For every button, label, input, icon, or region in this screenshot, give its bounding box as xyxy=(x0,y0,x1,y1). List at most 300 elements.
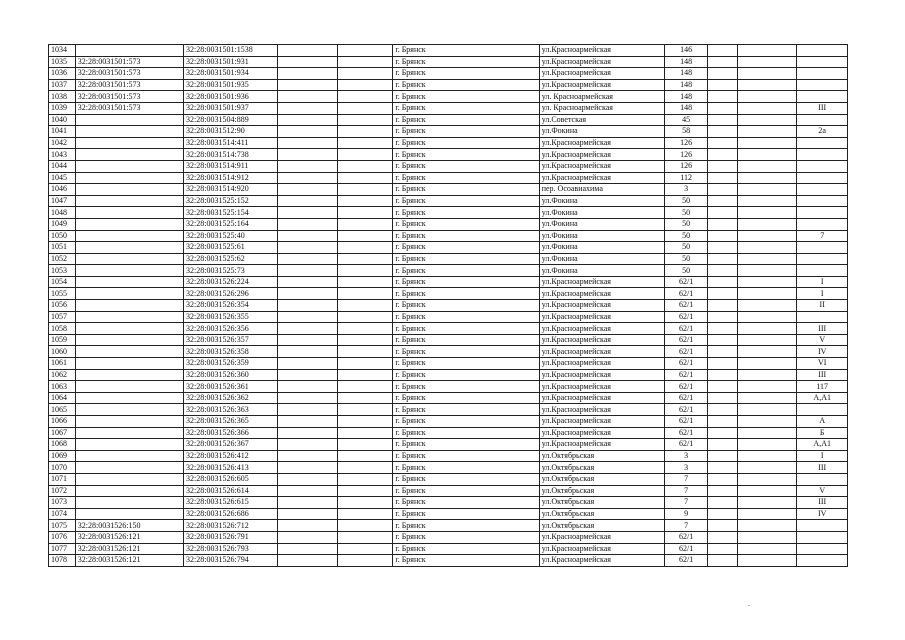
table-row xyxy=(49,555,848,567)
empty-cell xyxy=(337,543,393,555)
premises-number-cell xyxy=(797,68,848,80)
city-cell: г. Брянск xyxy=(393,172,539,184)
empty-cell xyxy=(337,323,393,335)
table-row xyxy=(49,346,848,358)
empty-cell xyxy=(737,392,797,404)
empty-cell xyxy=(737,311,797,323)
empty-cell xyxy=(337,427,393,439)
empty-cell xyxy=(707,392,737,404)
table-row xyxy=(49,462,848,474)
house-number-cell: 62/1 xyxy=(665,288,707,300)
city-cell: г. Брянск xyxy=(393,427,539,439)
house-number-cell: 146 xyxy=(665,45,707,57)
register-table-body xyxy=(49,45,848,567)
street-cell: ул.Советская xyxy=(539,114,665,126)
empty-cell xyxy=(337,497,393,509)
empty-cell xyxy=(277,207,337,219)
empty-cell xyxy=(337,242,393,254)
table-row xyxy=(49,427,848,439)
empty-cell xyxy=(277,334,337,346)
street-cell: ул.Красноармейская xyxy=(539,427,665,439)
cadastral-number-cell: 32:28:0031501:935 xyxy=(184,79,278,91)
street-cell: ул.Октябрьская xyxy=(539,485,665,497)
cadastral-number-cell: 32:28:0031501:931 xyxy=(184,56,278,68)
row-number-cell: 1047 xyxy=(49,195,76,207)
empty-cell xyxy=(277,473,337,485)
street-cell: ул.Красноармейская xyxy=(539,416,665,428)
parent-cadastral-number-cell xyxy=(75,184,183,196)
empty-cell xyxy=(707,369,737,381)
house-number-cell: 50 xyxy=(665,207,707,219)
table-row xyxy=(49,508,848,520)
table-row xyxy=(49,230,848,242)
cadastral-number-cell: 32:28:0031526:614 xyxy=(184,485,278,497)
empty-cell xyxy=(737,149,797,161)
row-number-cell: 1062 xyxy=(49,369,76,381)
empty-cell xyxy=(707,346,737,358)
table-row xyxy=(49,288,848,300)
empty-cell xyxy=(277,427,337,439)
premises-number-cell: III xyxy=(797,323,848,335)
empty-cell xyxy=(707,149,737,161)
city-cell: г. Брянск xyxy=(393,68,539,80)
cadastral-number-cell: 32:28:0031526:794 xyxy=(184,555,278,567)
table-row xyxy=(49,160,848,172)
street-cell: ул.Красноармейская xyxy=(539,381,665,393)
table-row xyxy=(49,91,848,103)
empty-cell xyxy=(707,265,737,277)
parent-cadastral-number-cell xyxy=(75,323,183,335)
city-cell: г. Брянск xyxy=(393,218,539,230)
house-number-cell: 62/1 xyxy=(665,346,707,358)
premises-number-cell xyxy=(797,242,848,254)
table-row xyxy=(49,242,848,254)
empty-cell xyxy=(337,114,393,126)
street-cell: ул.Красноармейская xyxy=(539,56,665,68)
table-row xyxy=(49,56,848,68)
empty-cell xyxy=(277,68,337,80)
house-number-cell: 62/1 xyxy=(665,543,707,555)
city-cell: г. Брянск xyxy=(393,439,539,451)
house-number-cell: 7 xyxy=(665,497,707,509)
empty-cell xyxy=(707,195,737,207)
city-cell: г. Брянск xyxy=(393,137,539,149)
street-cell: ул.Красноармейская xyxy=(539,172,665,184)
house-number-cell: 62/1 xyxy=(665,555,707,567)
empty-cell xyxy=(277,543,337,555)
street-cell: ул.Октябрьская xyxy=(539,520,665,532)
cadastral-number-cell: 32:28:0031512:90 xyxy=(184,126,278,138)
street-cell: ул.Красноармейская xyxy=(539,323,665,335)
empty-cell xyxy=(707,450,737,462)
city-cell: г. Брянск xyxy=(393,381,539,393)
empty-cell xyxy=(707,323,737,335)
empty-cell xyxy=(337,172,393,184)
empty-cell xyxy=(277,91,337,103)
parent-cadastral-number-cell xyxy=(75,207,183,219)
row-number-cell: 1069 xyxy=(49,450,76,462)
table-row xyxy=(49,404,848,416)
city-cell: г. Брянск xyxy=(393,555,539,567)
city-cell: г. Брянск xyxy=(393,369,539,381)
empty-cell xyxy=(737,253,797,265)
empty-cell xyxy=(707,68,737,80)
house-number-cell: 7 xyxy=(665,485,707,497)
street-cell: ул.Красноармейская xyxy=(539,346,665,358)
table-row xyxy=(49,416,848,428)
house-number-cell: 62/1 xyxy=(665,276,707,288)
table-row xyxy=(49,473,848,485)
city-cell: г. Брянск xyxy=(393,497,539,509)
row-number-cell: 1070 xyxy=(49,462,76,474)
city-cell: г. Брянск xyxy=(393,543,539,555)
cadastral-number-cell: 32:28:0031514:911 xyxy=(184,160,278,172)
parent-cadastral-number-cell xyxy=(75,450,183,462)
table-row xyxy=(49,520,848,532)
empty-cell xyxy=(707,404,737,416)
row-number-cell: 1071 xyxy=(49,473,76,485)
empty-cell xyxy=(737,265,797,277)
premises-number-cell: Б xyxy=(797,427,848,439)
empty-cell xyxy=(707,207,737,219)
cadastral-number-cell: 32:28:0031525:61 xyxy=(184,242,278,254)
house-number-cell: 7 xyxy=(665,473,707,485)
row-number-cell: 1061 xyxy=(49,358,76,370)
empty-cell xyxy=(737,381,797,393)
city-cell: г. Брянск xyxy=(393,288,539,300)
empty-cell xyxy=(337,531,393,543)
cadastral-number-cell: 32:28:0031526:686 xyxy=(184,508,278,520)
table-row xyxy=(49,543,848,555)
empty-cell xyxy=(337,369,393,381)
row-number-cell: 1038 xyxy=(49,91,76,103)
parent-cadastral-number-cell: 32:28:0031526:121 xyxy=(75,555,183,567)
empty-cell xyxy=(337,230,393,242)
empty-cell xyxy=(707,288,737,300)
city-cell: г. Брянск xyxy=(393,300,539,312)
premises-number-cell: 117 xyxy=(797,381,848,393)
city-cell: г. Брянск xyxy=(393,149,539,161)
city-cell: г. Брянск xyxy=(393,276,539,288)
city-cell: г. Брянск xyxy=(393,531,539,543)
cadastral-number-cell: 32:28:0031514:738 xyxy=(184,149,278,161)
table-row xyxy=(49,195,848,207)
empty-cell xyxy=(707,230,737,242)
parent-cadastral-number-cell xyxy=(75,160,183,172)
table-row xyxy=(49,45,848,57)
street-cell: ул.Красноармейская xyxy=(539,392,665,404)
empty-cell xyxy=(337,485,393,497)
row-number-cell: 1036 xyxy=(49,68,76,80)
empty-cell xyxy=(337,462,393,474)
street-cell: ул.Красноармейская xyxy=(539,149,665,161)
city-cell: г. Брянск xyxy=(393,404,539,416)
property-register-table xyxy=(48,44,848,567)
empty-cell xyxy=(337,160,393,172)
cadastral-number-cell: 32:28:0031526:355 xyxy=(184,311,278,323)
empty-cell xyxy=(707,172,737,184)
empty-cell xyxy=(707,102,737,114)
row-number-cell: 1045 xyxy=(49,172,76,184)
premises-number-cell: III xyxy=(797,369,848,381)
house-number-cell: 3 xyxy=(665,184,707,196)
premises-number-cell: 2а xyxy=(797,126,848,138)
empty-cell xyxy=(737,102,797,114)
empty-cell xyxy=(337,276,393,288)
premises-number-cell xyxy=(797,79,848,91)
city-cell: г. Брянск xyxy=(393,195,539,207)
empty-cell xyxy=(707,45,737,57)
cadastral-number-cell: 32:28:0031525:73 xyxy=(184,265,278,277)
premises-number-cell: V xyxy=(797,334,848,346)
city-cell: г. Брянск xyxy=(393,358,539,370)
premises-number-cell: I xyxy=(797,450,848,462)
empty-cell xyxy=(337,126,393,138)
premises-number-cell: 7 xyxy=(797,230,848,242)
house-number-cell: 148 xyxy=(665,102,707,114)
parent-cadastral-number-cell xyxy=(75,462,183,474)
table-row xyxy=(49,392,848,404)
empty-cell xyxy=(277,149,337,161)
table-row xyxy=(49,253,848,265)
premises-number-cell xyxy=(797,195,848,207)
empty-cell xyxy=(707,485,737,497)
parent-cadastral-number-cell xyxy=(75,358,183,370)
house-number-cell: 126 xyxy=(665,160,707,172)
row-number-cell: 1067 xyxy=(49,427,76,439)
house-number-cell: 7 xyxy=(665,520,707,532)
premises-number-cell: IV xyxy=(797,346,848,358)
empty-cell xyxy=(737,114,797,126)
parent-cadastral-number-cell xyxy=(75,497,183,509)
street-cell: ул.Октябрьская xyxy=(539,508,665,520)
empty-cell xyxy=(337,416,393,428)
house-number-cell: 62/1 xyxy=(665,392,707,404)
parent-cadastral-number-cell xyxy=(75,242,183,254)
table-row xyxy=(49,311,848,323)
premises-number-cell: I xyxy=(797,276,848,288)
street-cell: ул.Красноармейская xyxy=(539,311,665,323)
premises-number-cell: II xyxy=(797,300,848,312)
empty-cell xyxy=(737,230,797,242)
parent-cadastral-number-cell xyxy=(75,311,183,323)
street-cell: ул.Красноармейская xyxy=(539,404,665,416)
premises-number-cell xyxy=(797,45,848,57)
empty-cell xyxy=(277,195,337,207)
parent-cadastral-number-cell xyxy=(75,149,183,161)
street-cell: ул.Фокина xyxy=(539,126,665,138)
empty-cell xyxy=(737,485,797,497)
city-cell: г. Брянск xyxy=(393,91,539,103)
cadastral-number-cell: 32:28:0031526:354 xyxy=(184,300,278,312)
city-cell: г. Брянск xyxy=(393,184,539,196)
empty-cell xyxy=(707,300,737,312)
city-cell: г. Брянск xyxy=(393,126,539,138)
table-row xyxy=(49,439,848,451)
cadastral-number-cell: 32:28:0031501:1538 xyxy=(184,45,278,57)
empty-cell xyxy=(707,184,737,196)
cadastral-number-cell: 32:28:0031525:154 xyxy=(184,207,278,219)
cadastral-number-cell: 32:28:0031526:359 xyxy=(184,358,278,370)
empty-cell xyxy=(277,45,337,57)
house-number-cell: 126 xyxy=(665,149,707,161)
parent-cadastral-number-cell: 32:28:0031526:121 xyxy=(75,543,183,555)
empty-cell xyxy=(707,79,737,91)
cadastral-number-cell: 32:28:0031526:224 xyxy=(184,276,278,288)
row-number-cell: 1040 xyxy=(49,114,76,126)
street-cell: ул.Фокина xyxy=(539,242,665,254)
street-cell: ул.Красноармейская xyxy=(539,300,665,312)
empty-cell xyxy=(707,218,737,230)
cadastral-number-cell: 32:28:0031501:937 xyxy=(184,102,278,114)
parent-cadastral-number-cell: 32:28:0031526:121 xyxy=(75,531,183,543)
empty-cell xyxy=(737,91,797,103)
empty-cell xyxy=(277,346,337,358)
empty-cell xyxy=(737,450,797,462)
empty-cell xyxy=(707,334,737,346)
premises-number-cell xyxy=(797,253,848,265)
empty-cell xyxy=(707,416,737,428)
empty-cell xyxy=(277,416,337,428)
premises-number-cell xyxy=(797,91,848,103)
cadastral-number-cell: 32:28:0031526:296 xyxy=(184,288,278,300)
premises-number-cell xyxy=(797,184,848,196)
empty-cell xyxy=(337,91,393,103)
empty-cell xyxy=(277,137,337,149)
cadastral-number-cell: 32:28:0031526:615 xyxy=(184,497,278,509)
row-number-cell: 1058 xyxy=(49,323,76,335)
empty-cell xyxy=(737,195,797,207)
empty-cell xyxy=(277,56,337,68)
table-row xyxy=(49,497,848,509)
house-number-cell: 50 xyxy=(665,242,707,254)
empty-cell xyxy=(277,288,337,300)
table-row xyxy=(49,369,848,381)
parent-cadastral-number-cell xyxy=(75,404,183,416)
empty-cell xyxy=(337,45,393,57)
row-number-cell: 1035 xyxy=(49,56,76,68)
empty-cell xyxy=(737,334,797,346)
house-number-cell: 148 xyxy=(665,79,707,91)
empty-cell xyxy=(737,416,797,428)
parent-cadastral-number-cell xyxy=(75,195,183,207)
empty-cell xyxy=(277,381,337,393)
house-number-cell: 3 xyxy=(665,462,707,474)
empty-cell xyxy=(737,137,797,149)
cadastral-number-cell: 32:28:0031501:934 xyxy=(184,68,278,80)
empty-cell xyxy=(277,102,337,114)
empty-cell xyxy=(737,543,797,555)
row-number-cell: 1037 xyxy=(49,79,76,91)
row-number-cell: 1073 xyxy=(49,497,76,509)
parent-cadastral-number-cell xyxy=(75,439,183,451)
street-cell: ул.Фокина xyxy=(539,207,665,219)
house-number-cell: 62/1 xyxy=(665,334,707,346)
row-number-cell: 1041 xyxy=(49,126,76,138)
premises-number-cell: III xyxy=(797,462,848,474)
cadastral-number-cell: 32:28:0031526:712 xyxy=(184,520,278,532)
cadastral-number-cell: 32:28:0031526:356 xyxy=(184,323,278,335)
cadastral-number-cell: 32:28:0031526:360 xyxy=(184,369,278,381)
street-cell: ул.Красноармейская xyxy=(539,369,665,381)
parent-cadastral-number-cell xyxy=(75,126,183,138)
empty-cell xyxy=(737,497,797,509)
premises-number-cell xyxy=(797,543,848,555)
empty-cell xyxy=(277,230,337,242)
empty-cell xyxy=(337,184,393,196)
premises-number-cell xyxy=(797,404,848,416)
table-row xyxy=(49,323,848,335)
parent-cadastral-number-cell xyxy=(75,137,183,149)
cadastral-number-cell: 32:28:0031514:912 xyxy=(184,172,278,184)
street-cell: ул.Красноармейская xyxy=(539,79,665,91)
premises-number-cell xyxy=(797,172,848,184)
empty-cell xyxy=(707,114,737,126)
street-cell: ул.Красноармейская xyxy=(539,358,665,370)
city-cell: г. Брянск xyxy=(393,462,539,474)
parent-cadastral-number-cell xyxy=(75,334,183,346)
cadastral-number-cell: 32:28:0031526:363 xyxy=(184,404,278,416)
empty-cell xyxy=(707,358,737,370)
empty-cell xyxy=(737,160,797,172)
row-number-cell: 1039 xyxy=(49,102,76,114)
empty-cell xyxy=(277,485,337,497)
row-number-cell: 1072 xyxy=(49,485,76,497)
premises-number-cell xyxy=(797,555,848,567)
house-number-cell: 62/1 xyxy=(665,323,707,335)
empty-cell xyxy=(277,520,337,532)
city-cell: г. Брянск xyxy=(393,102,539,114)
empty-cell xyxy=(337,149,393,161)
street-cell: ул.Красноармейская xyxy=(539,276,665,288)
empty-cell xyxy=(277,300,337,312)
empty-cell xyxy=(707,439,737,451)
cadastral-number-cell: 32:28:0031514:411 xyxy=(184,137,278,149)
empty-cell xyxy=(707,311,737,323)
house-number-cell: 112 xyxy=(665,172,707,184)
cadastral-number-cell: 32:28:0031526:357 xyxy=(184,334,278,346)
parent-cadastral-number-cell xyxy=(75,114,183,126)
scan-speck xyxy=(748,605,750,606)
premises-number-cell xyxy=(797,311,848,323)
city-cell: г. Брянск xyxy=(393,242,539,254)
empty-cell xyxy=(707,91,737,103)
empty-cell xyxy=(737,172,797,184)
row-number-cell: 1074 xyxy=(49,508,76,520)
premises-number-cell: III xyxy=(797,497,848,509)
cadastral-number-cell: 32:28:0031525:164 xyxy=(184,218,278,230)
city-cell: г. Брянск xyxy=(393,485,539,497)
empty-cell xyxy=(707,473,737,485)
street-cell: ул. Красноармейская xyxy=(539,91,665,103)
empty-cell xyxy=(277,392,337,404)
empty-cell xyxy=(737,358,797,370)
parent-cadastral-number-cell xyxy=(75,253,183,265)
parent-cadastral-number-cell xyxy=(75,276,183,288)
row-number-cell: 1065 xyxy=(49,404,76,416)
empty-cell xyxy=(277,369,337,381)
empty-cell xyxy=(707,462,737,474)
cadastral-number-cell: 32:28:0031526:366 xyxy=(184,427,278,439)
table-row xyxy=(49,114,848,126)
city-cell: г. Брянск xyxy=(393,508,539,520)
cadastral-number-cell: 32:28:0031525:40 xyxy=(184,230,278,242)
empty-cell xyxy=(737,520,797,532)
empty-cell xyxy=(337,218,393,230)
empty-cell xyxy=(737,45,797,57)
empty-cell xyxy=(277,253,337,265)
city-cell: г. Брянск xyxy=(393,520,539,532)
